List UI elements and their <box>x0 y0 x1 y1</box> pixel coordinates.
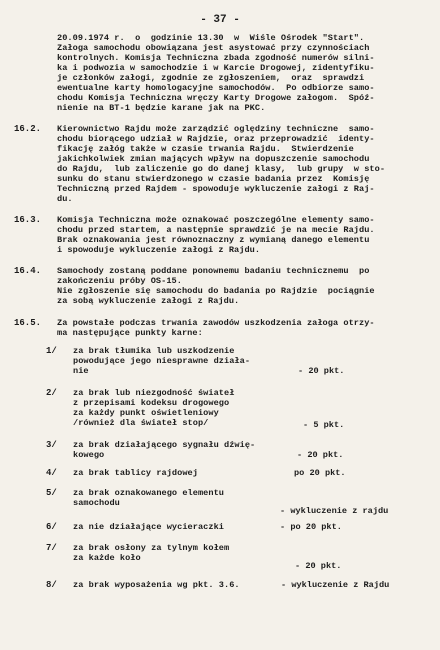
penalty-text: za brak osłony za tylnym kołem <box>73 543 230 553</box>
penalty-text: za brak tłumika lub uszkodzenie <box>73 346 235 356</box>
section-line: jakichkolwiek zmian mających wpływ na dopuszczenie samochodu <box>57 154 370 164</box>
penalty-text: nie <box>73 366 89 376</box>
penalty-points: - 20 pkt. <box>295 561 342 571</box>
section-line: Za powstałe podczas trwania zawodów uszkodzenia załoga otrzy- <box>57 318 375 328</box>
penalty-number: 6/ <box>46 522 57 532</box>
section-line: i spowoduje wykluczenie załogi z Rajdu. <box>57 245 261 255</box>
penalty-text: za nie działające wycieraczki <box>73 522 225 532</box>
penalty-text: za brak lub niezgodność świateł <box>73 388 235 398</box>
section-number: 16.2. <box>14 124 42 134</box>
intro-line: Załoga samochodu obowiązana jest asystować przy czynnościach <box>57 43 370 53</box>
penalty-number: 2/ <box>46 388 57 398</box>
section-line: ma następujące punkty karne: <box>57 328 203 338</box>
penalty-text: samochodu <box>73 498 120 508</box>
penalty-points: - 20 pkt. <box>298 366 345 376</box>
intro-line: ka i podwozia w samochodzie i w Karcie Drogowej, zidentyfiku- <box>57 63 375 73</box>
intro-line: chodu Komisja Techniczna wręczy Karty Drogowe załogom. Spóź- <box>57 93 375 103</box>
penalty-text: za brak tablicy rajdowej <box>73 468 198 478</box>
penalty-text: za brak oznakowanego elementu <box>73 488 225 498</box>
penalty-points: - wykluczenie z Rajdu <box>281 580 390 590</box>
penalty-points: po 20 pkt. <box>294 468 346 478</box>
penalty-text: za każdy punkt oświetleniowy <box>73 408 219 418</box>
penalty-text: kowego <box>73 450 105 460</box>
penalty-text: /również dla świateł stop/ <box>73 418 209 428</box>
section-line: Kierownictwo Rajdu może zarządzić oględziny techniczne samo- <box>57 124 375 134</box>
penalty-number: 3/ <box>46 440 57 450</box>
penalty-points: - po 20 pkt. <box>280 522 342 532</box>
section-number: 16.3. <box>14 215 42 225</box>
section-line: do Rajdu, lub zaliczenie go do danej klasy, lub grupy w sto- <box>57 164 386 174</box>
section-line: Brak oznakowania jest równoznaczny z wymianą danego elementu <box>57 235 370 245</box>
section-line: Samochody zostaną poddane ponownemu badaniu technicznemu po <box>57 266 370 276</box>
penalty-number: 8/ <box>46 580 57 590</box>
penalty-text: za każde koło <box>73 553 141 563</box>
penalty-points: - 20 pkt. <box>297 450 344 460</box>
intro-line: 20.09.1974 r. o godzinie 13.30 w Wiśle Ośrodek "Start". <box>57 33 365 43</box>
section-line: chodu biorącego udział w Rajdzie, oraz przeprowadzić identy- <box>57 134 375 144</box>
section-number: 16.5. <box>14 318 42 328</box>
section-line: za sobą wykluczenie załogi z Rajdu. <box>57 296 240 306</box>
penalty-text: powodujące jego niesprawne działa- <box>73 356 251 366</box>
section-line: du. <box>57 194 73 204</box>
page-number: - 37 - <box>200 14 240 26</box>
penalty-text: z przepisami kodeksu drogowego <box>73 398 230 408</box>
penalty-text: za brak wyposażenia wg pkt. 3.6. <box>73 580 240 590</box>
penalty-text: za brak działającego sygnału dźwię- <box>73 440 256 450</box>
section-line: fikację załóg także w czasie trwania Rajdu. Stwierdzenie <box>57 144 354 154</box>
section-number: 16.4. <box>14 266 42 276</box>
intro-line: kontrolnych. Komisja Techniczna zbada zgodność numerów silni- <box>57 53 375 63</box>
intro-line: nienie na BT-1 będzie karane jak na PKC. <box>57 103 266 113</box>
section-line: Komisja Techniczna może oznakować poszczególne elementy samo- <box>57 215 375 225</box>
section-line: zakończeniu próby OS-15. <box>57 276 182 286</box>
penalty-number: 4/ <box>46 468 57 478</box>
section-line: sunku do stanu stwierdzonego w czasie badania przez Komisję <box>57 174 370 184</box>
penalty-points: - wykluczenie z rajdu <box>280 506 389 516</box>
penalty-number: 5/ <box>46 488 57 498</box>
penalty-number: 7/ <box>46 543 57 553</box>
intro-line: ewentualne karty homologacyjne samochodów. Po odbiorze samo- <box>57 83 375 93</box>
intro-line: je członków załogi, zgodnie ze zgłoszeniem, oraz sprawdzi <box>57 73 365 83</box>
section-line: Techniczną przed Rajdem - spowoduje wykluczenie załogi z Raj- <box>57 184 375 194</box>
penalty-points: - 5 pkt. <box>303 420 345 430</box>
section-line: chodu przed startem, a następnie sprawdzić je na mecie Rajdu. <box>57 225 375 235</box>
section-line: Nie zgłoszenie się samochodu do badania po Rajdzie pociągnie <box>57 286 375 296</box>
penalty-number: 1/ <box>46 346 57 356</box>
